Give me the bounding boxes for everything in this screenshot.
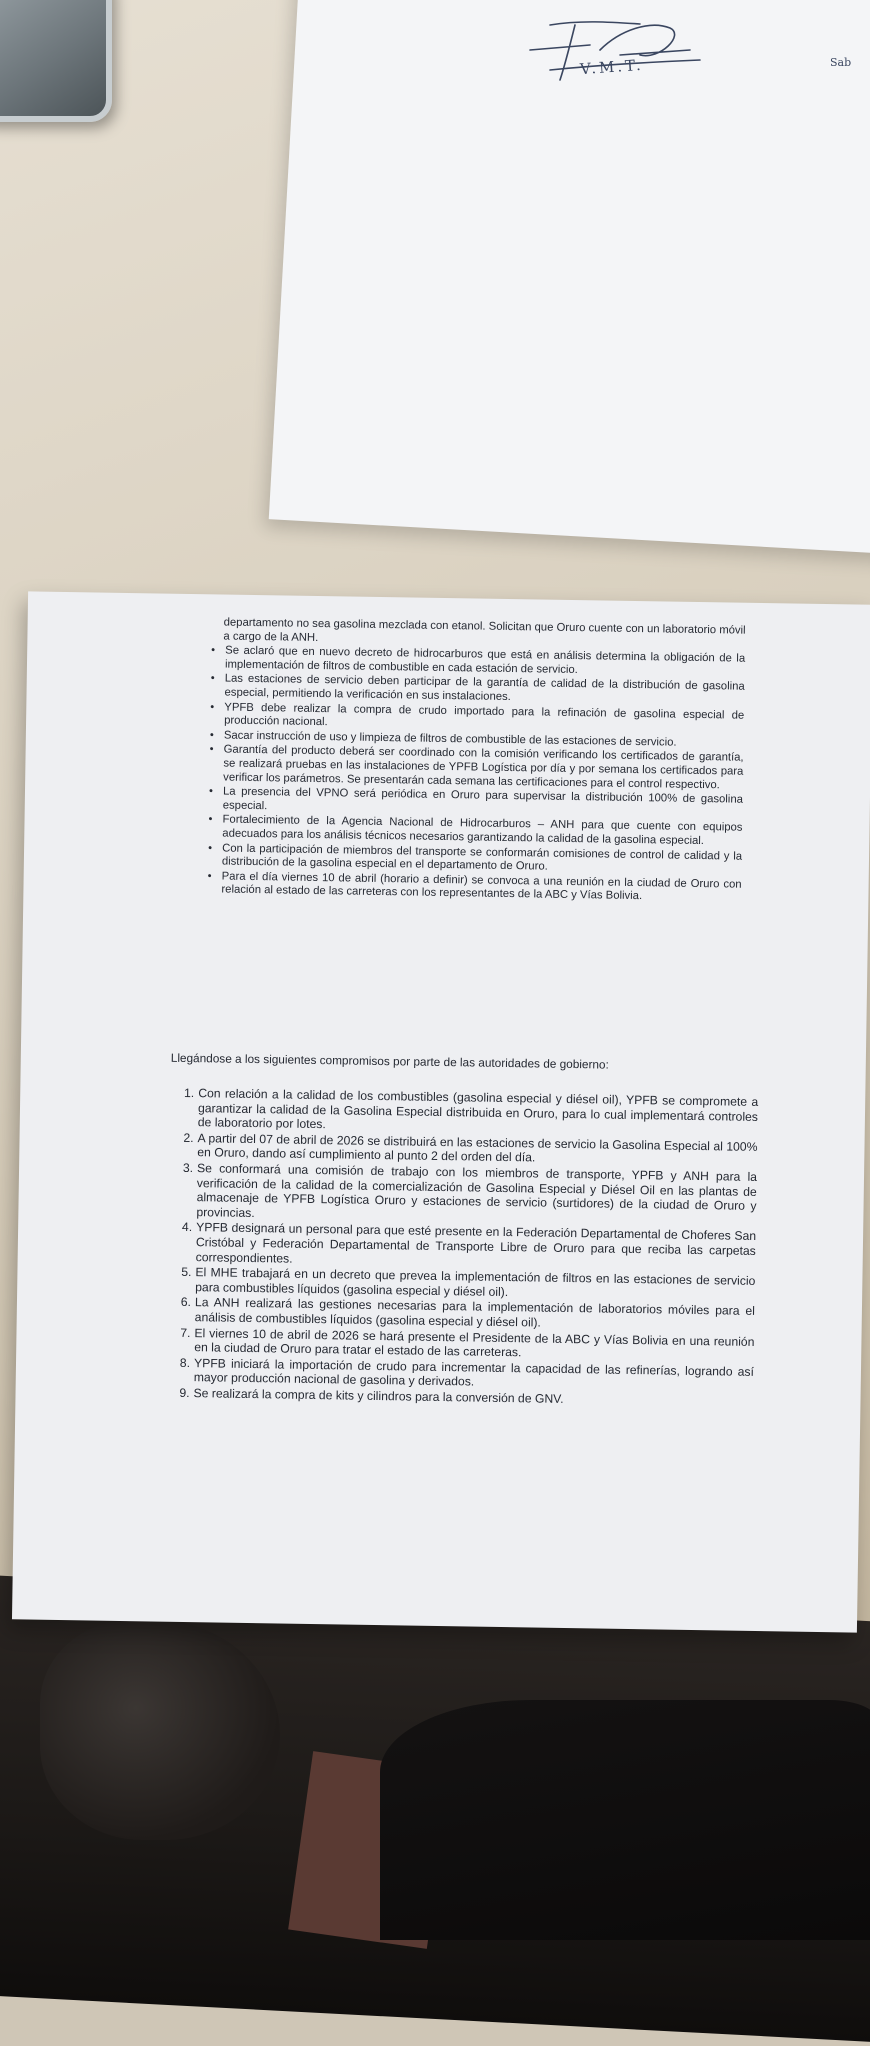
commitment-number: 3.	[182, 1160, 194, 1176]
phone-device	[0, 0, 112, 122]
commitment-number: 6.	[180, 1295, 192, 1310]
commitment-item	[181, 1220, 757, 1273]
bullet-item: departamento no sea gasolina mezclada con etanol. Solicitan que Oruro cuente con un laboratorio móvil a cargo de la ANH.	[223, 616, 746, 644]
signature-fragment: Sab	[830, 56, 852, 69]
commitment-number: 5.	[181, 1265, 192, 1280]
bullet-item: • Garantía del producto deberá ser coordinado con la comisión verificando los certificados de garantía, se realizará pruebas en las instalaciones de YPFB Logística por día y por semana los certificados para verificar los parámetros. Se presentarán cada semana las certificaciones para el control respectivo.	[223, 744, 744, 793]
bullet-item: • La presencia del VPNO será periódica en Oruro para supervisar la distribución 100% de gasolina especial.	[223, 786, 743, 821]
commitment-number: 8.	[179, 1355, 191, 1370]
commitment-text: YPFB designará un personal para que esté presente en la Federación Departamental de Choferes San Cristóbal y Federación Departamental de Transporte Libre de Oruro para que reciba las carpetas correspondientes.	[195, 1220, 757, 1266]
bullet-item: • Las estaciones de servicio deben participar de la garantía de calidad de la distribución de gasolina especial, permitiendo la verificación en sus instalaciones.	[224, 673, 744, 708]
commitment-text: A partir del 07 de abril de 2026 se distribuirá en las estaciones de servicio la Gasolina Especial al 100% en Oruro, dando así cumplimiento al punto 2 del orden del día.	[197, 1130, 758, 1165]
commitment-text: Se conformará una comisión de trabajo con los miembros de transporte, YPFB y ANH para la verificación de la calidad de la comercialización de Gasolina Especial y Diésel Oil en las plantas de almacenaje de YPFB Logística Oruro y estaciones de servicio (surtidores) de la ciudad de Oruro y provincias.	[196, 1161, 758, 1220]
commitment-number: 2.	[183, 1130, 194, 1145]
commitments-list	[179, 1085, 759, 1410]
bullet-item: • YPFB debe realizar la compra de crudo importado para la refinación de gasolina especial de producción nacional.	[224, 701, 744, 736]
commitment-item	[183, 1085, 759, 1139]
commitment-number: 1.	[183, 1085, 195, 1101]
dark-clothing	[380, 1700, 870, 1940]
signature-scribble	[520, 10, 740, 90]
signature-initials: V.M.T.	[579, 55, 645, 79]
commitment-number: 4.	[181, 1220, 193, 1235]
bullet-item: • Se aclaró que en nuevo decreto de hidrocarburos que está en análisis determina la obligación de la implementación de filtros de combustible en cada estación de servicio.	[225, 645, 745, 680]
commitments-intro: Llegándose a los siguientes compromisos por parte de las autoridades de gobierno:	[170, 1050, 609, 1072]
bullet-item: • Sacar instrucción de uso y limpieza de filtros de combustible de las estaciones de servicio.	[224, 729, 744, 751]
commitment-number: 9.	[179, 1385, 190, 1400]
commitment-text: La ANH realizará las gestiones necesarias para la implementación de laboratorios móviles para el análisis de combustibles líquidos (gasolina especial y diésel oil).	[194, 1295, 756, 1330]
bullet-item: • Fortalecimiento de la Agencia Nacional de Hidrocarburos – ANH para que cuente con equipos adecuados para los análisis técnicos necesarios garantizando la calidad de la gasolina especial.	[222, 814, 742, 849]
bullet-item: • Con la participación de miembros del transporte se conformarán comisiones de control de calidad y la distribución de la gasolina especial en el departamento de Oruro.	[222, 842, 742, 877]
bullet-item: • Para el día viernes 10 de abril (horario a definir) se convoca a una reunión en la ciudad de Oruro con relación al estado de las carreteras con los representantes de la ABC y Vías Bolivia.	[221, 870, 741, 905]
commitment-text: YPFB iniciará la importación de crudo para incrementar la capacidad de las refinerías, logrando así mayor producción nacional de gasolina y derivados.	[193, 1355, 755, 1389]
commitment-number: 7.	[180, 1325, 191, 1340]
bullet-list	[221, 617, 745, 907]
commitment-item	[182, 1160, 758, 1228]
commitment-text: Se realizará la compra de kits y cilindros para la conversión de GNV.	[193, 1386, 564, 1406]
commitment-text: El viernes 10 de abril de 2026 se hará presente el Presidente de la ABC y Vías Bolivia en una reunión en la ciudad de Oruro para tratar el estado de las carreteras.	[194, 1325, 755, 1360]
commitment-text: Con relación a la calidad de los combustibles (gasolina especial y diésel oil), YPFB se compromete a garantizar la calidad de la Gasolina Especial distribuida en Oruro, para lo cual implementará controles de laboratorio por lotes.	[197, 1086, 759, 1132]
commitment-text: El MHE trabajará en un decreto que prevea la implementación de filtros en las estaciones de servicio para combustibles líquidos (gasolina especial y diésel oil).	[195, 1265, 756, 1299]
agreement-document	[12, 591, 870, 1632]
